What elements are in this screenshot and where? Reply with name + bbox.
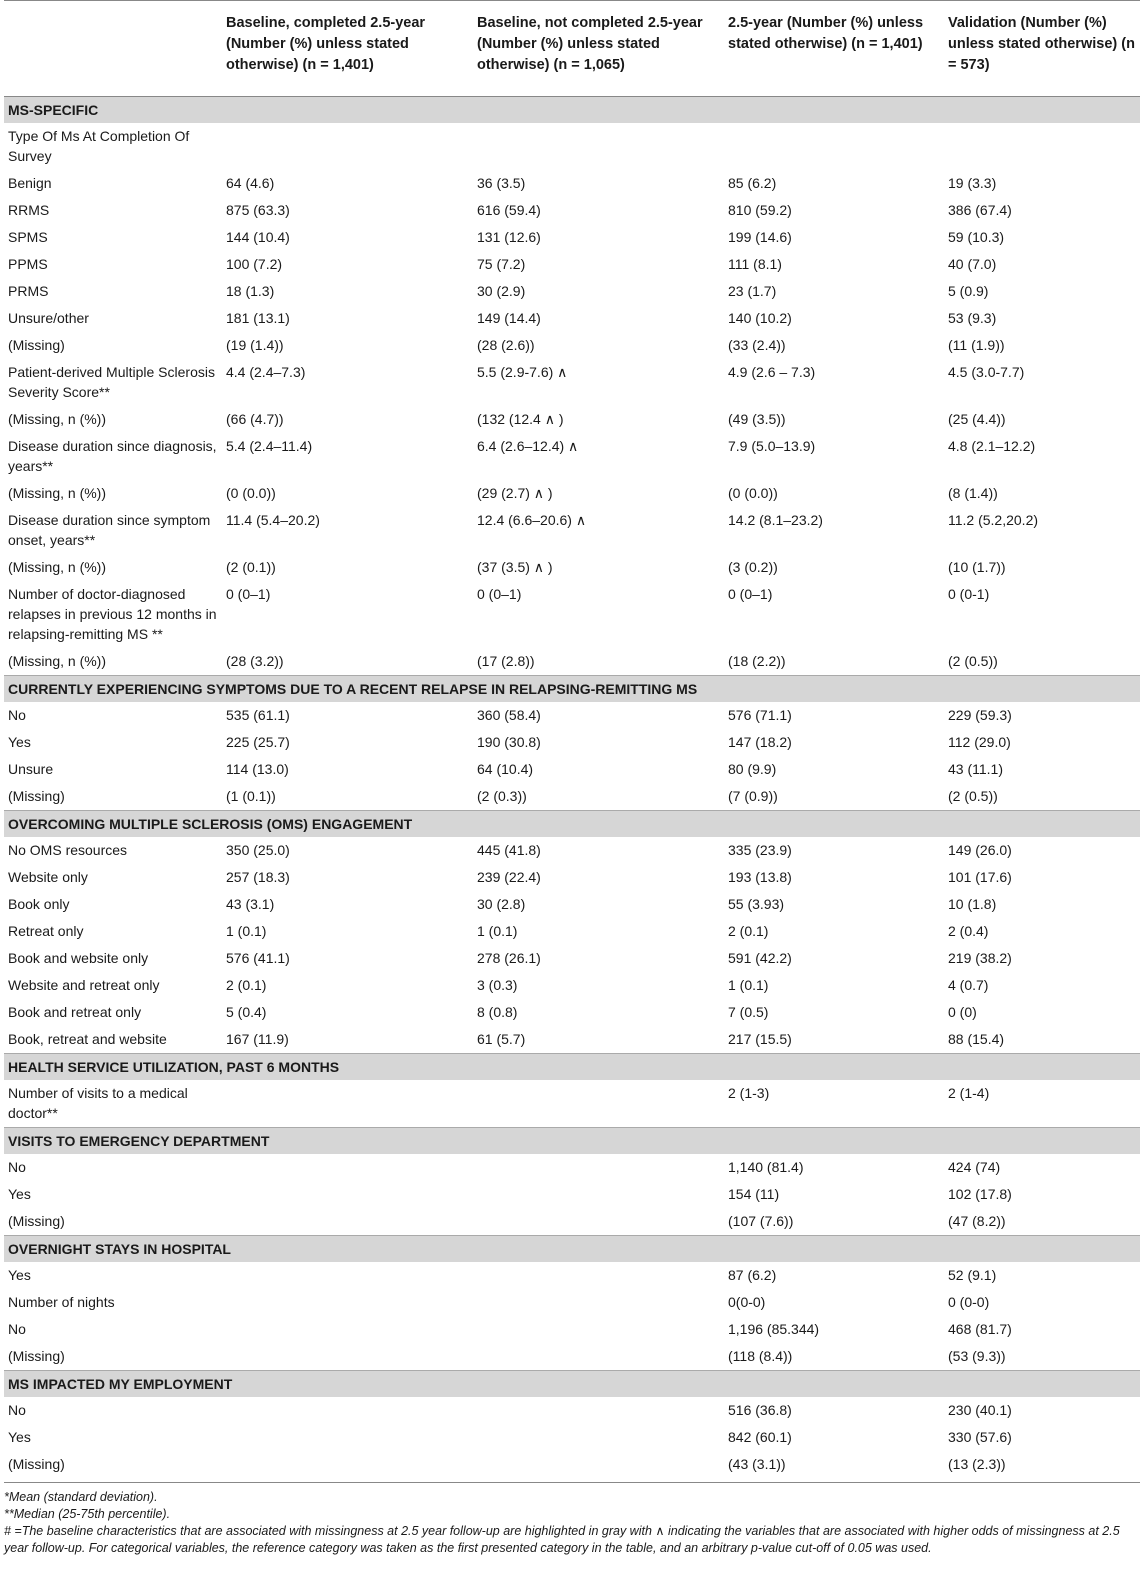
row-label: Book and website only [8,950,149,966]
table-cell: 4.8 (2.1–12.2) [948,438,1036,454]
table-cell: 4 (0.7) [948,977,989,993]
row-label: (Missing, n (%)) [8,485,107,501]
row-label: Website only [8,869,88,885]
row-label: Patient-derived Multiple Sclerosis Severity Score** [8,364,215,400]
table-cell: 225 (25.7) [226,734,290,750]
table-cell: 19 (3.3) [948,175,997,191]
row-label: Unsure/other [8,310,89,326]
row-label: Yes [8,1267,31,1283]
table-row [4,1451,1140,1478]
table-cell [222,1397,473,1424]
table-cell [473,1343,724,1371]
table-cell: (10 (1.7)) [948,559,1006,575]
table-row [4,123,1140,170]
table-cell: 112 (29.0) [948,734,1011,750]
table-cell [473,1154,724,1181]
header-cell-validation: Validation (Number (%) unless stated otherwise) (n = 573) [944,1,1140,97]
table-cell: 18 (1.3) [226,283,275,299]
table-cell [222,123,473,170]
table-cell: 190 (30.8) [477,734,541,750]
footnotes [4,1482,1140,1557]
header-cell-baseline-not-completed: Baseline, not completed 2.5-year (Number (%) unless stated otherwise) (n = 1,065) [473,1,724,97]
footnote: *Mean (standard deviation). [4,1490,158,1504]
table-cell [473,1397,724,1424]
row-label: RRMS [8,202,50,218]
table-cell [473,1451,724,1478]
table-cell: (2 (0.5)) [948,788,998,804]
section-title: MS-SPECIFIC [4,97,1140,124]
table-body [4,97,1140,1479]
table-cell: 61 (5.7) [477,1031,526,1047]
section-title: OVERCOMING MULTIPLE SCLEROSIS (OMS) ENGAGEMENT [4,811,1140,838]
table-cell: 2 (1-4) [948,1085,990,1101]
data-table [4,0,1140,1478]
table-cell: 8 (0.8) [477,1004,518,1020]
table-cell: (3 (0.2)) [728,559,778,575]
table-cell: 64 (4.6) [226,175,275,191]
table-cell: 43 (11.1) [948,761,1003,777]
table-row [4,224,1140,251]
table-row [4,1262,1140,1289]
table-cell: 4.4 (2.4–7.3) [226,364,306,380]
table-cell: 842 (60.1) [728,1429,792,1445]
row-label: Yes [8,1429,31,1445]
table-row [4,433,1140,480]
section-title: VISITS TO EMERGENCY DEPARTMENT [4,1128,1140,1155]
row-label: PRMS [8,283,49,299]
table-cell: 181 (13.1) [226,310,290,326]
table-cell: 75 (7.2) [477,256,526,272]
row-label: (Missing) [8,1213,65,1229]
table-cell: 229 (59.3) [948,707,1012,723]
section-title: CURRENTLY EXPERIENCING SYMPTOMS DUE TO A RECENT RELAPSE IN RELAPSING-REMITTING MS [4,676,1140,703]
row-label: Book and retreat only [8,1004,142,1020]
table-header [4,1,1140,97]
table-cell: 11.2 (5.2,20.2) [948,512,1039,528]
table-cell: 257 (18.3) [226,869,290,885]
table-cell: 53 (9.3) [948,310,997,326]
table-cell [222,1424,473,1451]
table-cell: (66 (4.7)) [226,411,284,427]
table-cell: (17 (2.8)) [477,653,535,669]
table-row [4,1397,1140,1424]
row-label: Disease duration since diagnosis, years** [8,438,217,474]
table-cell: 1 (0.1) [477,923,518,939]
row-label: No [8,1159,26,1175]
table-row [4,891,1140,918]
table-row [4,837,1140,864]
table-cell: 1 (0.1) [728,977,769,993]
table-cell: 1,140 (81.4) [728,1159,804,1175]
table-cell: 535 (61.1) [226,707,290,723]
table-cell [473,123,724,170]
table-cell: 80 (9.9) [728,761,777,777]
table-cell: (28 (3.2)) [226,653,284,669]
table-cell [222,1181,473,1208]
table-cell: 2 (0.4) [948,923,989,939]
table-row [4,756,1140,783]
table-row [4,406,1140,433]
table-cell: 0 (0–1) [226,586,271,602]
table-cell: 2 (1-3) [728,1085,770,1101]
table-cell: (13 (2.3)) [948,1456,1006,1472]
section-title: OVERNIGHT STAYS IN HOSPITAL [4,1236,1140,1263]
row-label: (Missing) [8,1348,65,1364]
table-cell: 2 (0.1) [728,923,769,939]
section-header-row [4,1236,1140,1263]
table-cell: 140 (10.2) [728,310,792,326]
table-cell: 131 (12.6) [477,229,541,245]
row-label: Number of nights [8,1294,115,1310]
table-cell: 350 (25.0) [226,842,290,858]
row-label: (Missing, n (%)) [8,653,107,669]
table-row [4,1343,1140,1371]
table-row [4,1289,1140,1316]
table-row [4,648,1140,676]
row-label: No OMS resources [8,842,128,858]
section-header-row [4,97,1140,124]
table-row [4,864,1140,891]
table-cell: (2 (0.5)) [948,653,998,669]
table-cell: 219 (38.2) [948,950,1012,966]
table-cell: (8 (1.4)) [948,485,998,501]
table-cell: 5.4 (2.4–11.4) [226,438,313,454]
table-cell: (107 (7.6)) [728,1213,794,1229]
row-label: Website and retreat only [8,977,160,993]
table-cell: 4.5 (3.0-7.7) [948,364,1025,380]
header-cell-2-5-year: 2.5-year (Number (%) unless stated otherwise) (n = 1,401) [724,1,944,97]
table-cell: 386 (67.4) [948,202,1012,218]
table-cell: (2 (0.3)) [477,788,527,804]
table-cell: 5 (0.4) [226,1004,267,1020]
table-cell: (29 (2.7) ∧ ) [477,485,553,501]
table-cell: 278 (26.1) [477,950,541,966]
table-cell: 52 (9.1) [948,1267,997,1283]
table-row [4,480,1140,507]
table-cell: 100 (7.2) [226,256,283,272]
table-row [4,783,1140,811]
table-cell: (47 (8.2)) [948,1213,1006,1229]
table-row [4,1154,1140,1181]
row-label: No [8,707,26,723]
section-header-row [4,1371,1140,1398]
section-header-row [4,1128,1140,1155]
table-cell: 6.4 (2.6–12.4) ∧ [477,438,579,454]
table-row [4,1080,1140,1128]
row-label: (Missing) [8,788,65,804]
table-row [4,999,1140,1026]
table-cell: 43 (3.1) [226,896,275,912]
table-cell: (43 (3.1)) [728,1456,786,1472]
row-label: Yes [8,734,31,750]
table-cell: 14.2 (8.1–23.2) [728,512,823,528]
table-row [4,1424,1140,1451]
table-cell: 64 (10.4) [477,761,534,777]
table-cell: (53 (9.3)) [948,1348,1006,1364]
row-label: (Missing, n (%)) [8,559,107,575]
table-cell [473,1289,724,1316]
table-cell: (33 (2.4)) [728,337,786,353]
table-cell: 88 (15.4) [948,1031,1005,1047]
table-cell: 0 (0-0) [948,1294,990,1310]
table-cell: 85 (6.2) [728,175,777,191]
table-cell: 102 (17.8) [948,1186,1012,1202]
table-cell: 30 (2.9) [477,283,526,299]
table-cell: 875 (63.3) [226,202,290,218]
table-cell: 5.5 (2.9-7.6) ∧ [477,364,568,380]
table-cell: 167 (11.9) [226,1031,289,1047]
table-cell: 144 (10.4) [226,229,290,245]
table-cell: 424 (74) [948,1159,1001,1175]
header-row [4,1,1140,97]
row-label: Benign [8,175,52,191]
table-cell: 810 (59.2) [728,202,792,218]
table-cell: 12.4 (6.6–20.6) ∧ [477,512,587,528]
table-cell: (0 (0.0)) [226,485,276,501]
row-label: Unsure [8,761,54,777]
table-cell [473,1208,724,1236]
table-cell [473,1424,724,1451]
row-label: (Missing) [8,337,65,353]
footnote: # =The baseline characteristics that are associated with missingness at 2.5 year follow-up are highlighted in gray with ∧ indicating the variables that are associated with higher odds of missingness at 2.5 year follow-up. For categorical variables, the reference category was taken as the first presented category in the table, and an arbitrary p-value cut-off of 0.05 was used. [4,1524,1120,1555]
table-cell [222,1262,473,1289]
table-cell [473,1262,724,1289]
table-cell [473,1080,724,1128]
table-cell: (7 (0.9)) [728,788,778,804]
table-row [4,554,1140,581]
table-cell: (2 (0.1)) [226,559,276,575]
table-row [4,945,1140,972]
table-cell: (18 (2.2)) [728,653,786,669]
table-cell [222,1154,473,1181]
table-row [4,507,1140,554]
table-row [4,972,1140,999]
table-cell [222,1316,473,1343]
table-cell: 1 (0.1) [226,923,267,939]
header-cell-baseline-completed: Baseline, completed 2.5-year (Number (%) unless stated otherwise) (n = 1,401) [222,1,473,97]
table-row [4,278,1140,305]
table-cell: 40 (7.0) [948,256,997,272]
row-label: Yes [8,1186,31,1202]
table-cell: 147 (18.2) [728,734,792,750]
table-cell: 4.9 (2.6 – 7.3) [728,364,816,380]
table-row [4,1208,1140,1236]
table-row [4,197,1140,224]
table-cell [222,1451,473,1478]
table-row [4,918,1140,945]
section-header-row [4,676,1140,703]
table-cell: 36 (3.5) [477,175,526,191]
table-cell: 591 (42.2) [728,950,792,966]
table-row [4,251,1140,278]
table-row [4,1316,1140,1343]
table-cell [944,123,1140,170]
table-cell: 11.4 (5.4–20.2) [226,512,320,528]
table-cell: 111 (8.1) [728,256,782,272]
table-cell: 230 (40.1) [948,1402,1012,1418]
table-row [4,729,1140,756]
table-cell: (25 (4.4)) [948,411,1006,427]
table-cell: 0 (0–1) [477,586,522,602]
table-row [4,332,1140,359]
table-cell: 7.9 (5.0–13.9) [728,438,816,454]
table-cell: 445 (41.8) [477,842,541,858]
table-cell: 87 (6.2) [728,1267,777,1283]
table-cell: 2 (0.1) [226,977,267,993]
table-row [4,359,1140,406]
table-cell: 0 (0–1) [728,586,773,602]
table-cell: (49 (3.5)) [728,411,786,427]
row-label: SPMS [8,229,48,245]
table-cell: 1,196 (85.344) [728,1321,820,1337]
table-cell: 23 (1.7) [728,283,777,299]
table-cell: (118 (8.4)) [728,1348,793,1364]
table-row [4,1026,1140,1054]
table-cell: 193 (13.8) [728,869,792,885]
table-cell: 30 (2.8) [477,896,526,912]
table-cell [222,1080,473,1128]
table-row [4,170,1140,197]
table-cell: 217 (15.5) [728,1031,792,1047]
row-label: PPMS [8,256,48,272]
table-cell: (0 (0.0)) [728,485,778,501]
table-cell [222,1208,473,1236]
row-label: (Missing, n (%)) [8,411,107,427]
row-label: Book only [8,896,70,912]
table-cell [724,123,944,170]
table-cell: 468 (81.7) [948,1321,1012,1337]
table-cell: 199 (14.6) [728,229,792,245]
table-cell [222,1289,473,1316]
section-title: HEALTH SERVICE UTILIZATION, PAST 6 MONTHS [4,1054,1140,1081]
row-label: No [8,1321,26,1337]
table-cell: 154 (11) [728,1186,780,1202]
table-cell: (19 (1.4)) [226,337,284,353]
row-label: Book, retreat and website [8,1031,167,1047]
table-cell: 576 (41.1) [226,950,290,966]
table-cell: (28 (2.6)) [477,337,535,353]
table-cell: 3 (0.3) [477,977,518,993]
table-cell: 149 (14.4) [477,310,541,326]
table-cell: (132 (12.4 ∧ ) [477,411,564,427]
table-row [4,581,1140,648]
table-cell [222,1343,473,1371]
table-cell: 10 (1.8) [948,896,997,912]
row-label: Retreat only [8,923,84,939]
row-label: Number of doctor-diagnosed relapses in previous 12 months in relapsing-remitting MS ** [8,586,217,642]
table-cell: 101 (17.6) [948,869,1012,885]
table-row [4,702,1140,729]
section-title: MS IMPACTED MY EMPLOYMENT [4,1371,1140,1398]
section-header-row [4,811,1140,838]
table-cell: 0 (0-1) [948,586,990,602]
table-cell: 360 (58.4) [477,707,541,723]
row-label: No [8,1402,26,1418]
footnote: **Median (25-75th percentile). [4,1507,171,1521]
table-cell: 114 (13.0) [226,761,289,777]
table-row [4,1181,1140,1208]
table-cell [473,1181,724,1208]
table-cell: 576 (71.1) [728,707,792,723]
table-cell: 59 (10.3) [948,229,1005,245]
table-cell: (1 (0.1)) [226,788,276,804]
table-cell: 516 (36.8) [728,1402,792,1418]
table-cell: 616 (59.4) [477,202,541,218]
table-cell: 7 (0.5) [728,1004,769,1020]
table-cell: (11 (1.9)) [948,337,1005,353]
table-cell: (37 (3.5) ∧ ) [477,559,553,575]
table-cell: 0 (0) [948,1004,977,1020]
table-cell: 239 (22.4) [477,869,541,885]
table-cell [473,1316,724,1343]
row-label: Number of visits to a medical doctor** [8,1085,188,1121]
table-cell: 5 (0.9) [948,283,989,299]
header-cell-label [4,1,222,97]
table-cell: 335 (23.9) [728,842,792,858]
row-label: (Missing) [8,1456,65,1472]
section-header-row [4,1054,1140,1081]
row-label: Disease duration since symptom onset, years** [8,512,211,548]
table-row [4,305,1140,332]
table-cell: 0(0-0) [728,1294,766,1310]
table-cell: 149 (26.0) [948,842,1012,858]
row-label: Type Of Ms At Completion Of Survey [8,128,190,164]
table-cell: 330 (57.6) [948,1429,1012,1445]
table-cell: 55 (3.93) [728,896,785,912]
